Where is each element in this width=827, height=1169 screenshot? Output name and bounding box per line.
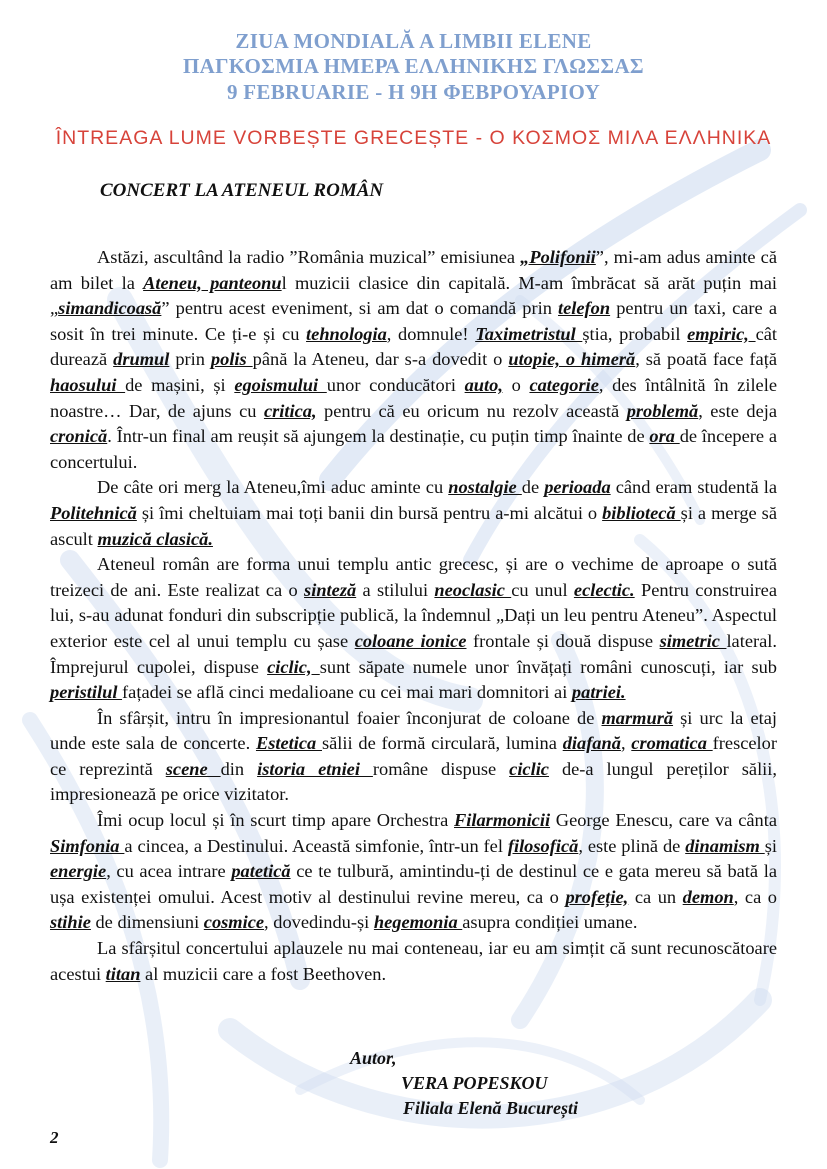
keyword: patriei. — [571, 682, 626, 703]
text-run: asupra condiției umane. — [462, 912, 638, 933]
keyword: polis — [210, 349, 253, 370]
keyword: sinteză — [304, 579, 357, 600]
keyword: muzică clasică. — [97, 528, 213, 549]
keyword: empiric, — [687, 323, 756, 344]
keyword: haosului — [50, 374, 126, 395]
text-run: pentru un taxi, care a sosit în trei minute. Ce ți-e și cu — [50, 298, 777, 344]
header-line-1: ZIUA MONDIALĂ A LIMBII ELENE — [235, 29, 592, 53]
text-run: ”, mi-am adus aminte că am bilet la — [50, 247, 777, 293]
keyword: tehnologia — [306, 323, 387, 344]
keyword: categorie — [529, 374, 599, 395]
text-run: fațadei se află cinci medalioane cu cei mai mari domnitori ai — [122, 682, 572, 703]
keyword: cronică — [50, 426, 108, 447]
text-run: și îmi cheltuiam mai toți banii din bursă pentru a-mi alcătui o — [136, 502, 603, 523]
keyword: titan — [105, 963, 141, 984]
text-run: pentru că eu oricum nu rezolv această — [316, 400, 627, 421]
keyword: problemă — [626, 400, 699, 421]
keyword: scene — [165, 758, 221, 779]
article-title: CONCERT LA ATENEUL ROMÂN — [100, 180, 384, 201]
keyword: diafană — [562, 733, 621, 754]
keyword: critica, — [263, 400, 317, 421]
keyword: demon — [682, 886, 734, 907]
paragraph — [50, 706, 777, 808]
keyword: simandicoasă — [58, 298, 162, 319]
keyword: istoria etniei — [257, 758, 373, 779]
text-run: și a merge să ascult — [50, 502, 777, 549]
text-run: La sfârșitul concertului aplauzele nu mai conteneau, iar eu am simțit că sunt recunoscătoare acestui — [50, 938, 777, 984]
text-run: În sfârșit, intru în impresionantul foaier înconjurat de coloane de — [97, 707, 602, 728]
keyword: marmură — [601, 707, 674, 728]
text-run: , domnule! — [386, 323, 476, 344]
keyword: ciclic, — [267, 656, 320, 677]
text-run: l muzicii clasice din capitală. M-am îmbrăcat să arăt puțin mai „ — [50, 272, 777, 319]
text-run: ca un — [628, 886, 683, 907]
keyword: Filarmonicii — [454, 810, 551, 831]
keyword: profeție, — [565, 886, 629, 907]
text-run: ce te tulbură, amintindu-ți de destinul ce e gata mereu să bată la ușa existenței omului. Acest motiv al destinului revine mereu, ca o — [50, 861, 777, 907]
paragraph — [50, 475, 777, 552]
header-line-3: 9 FEBRUARIE - Η 9Η ΦΕΒΡΟΥΑΡΙΟΥ — [226, 80, 601, 104]
text-run: sunt săpate numele unor învățați români cunoscuți, iar sub — [319, 656, 777, 677]
text-run: știa, probabil — [582, 323, 688, 344]
text-run: , este plină de — [578, 835, 686, 856]
text-run: prin — [169, 349, 211, 370]
keyword: coloane ionice — [354, 630, 467, 651]
keyword: patetică — [231, 861, 291, 882]
paragraph — [50, 808, 777, 936]
keyword: Politehnică — [50, 502, 137, 523]
text-run: Îmi ocup locul și în scurt timp apare Orchestra — [97, 810, 454, 831]
keyword: energie — [50, 861, 107, 882]
text-run: frontale și două dispuse — [466, 630, 660, 651]
keyword: Ateneu, panteonu — [143, 272, 282, 293]
keyword: „Polifonii — [520, 247, 596, 267]
text-run: George Enescu, care va cânta — [550, 810, 777, 831]
text-run: al muzicii care a fost Beethoven. — [140, 963, 387, 984]
text-run: române dispuse — [372, 758, 510, 779]
text-run: sălii de formă circulară, lumina — [321, 733, 563, 754]
text-run: , — [620, 733, 632, 754]
keyword: cromatica — [631, 733, 713, 754]
keyword: egoismului — [234, 374, 327, 395]
subtitle: ÎNTREAGA LUME VORBEȘTE GRECEȘTE - Ο ΚΟΣΜΟΣ ΜΙΛΑ ΕΛΛΗΝΙΚΑ — [55, 127, 772, 149]
text-run: lateral. Împrejurul cupolei, dispuse — [50, 630, 777, 677]
text-run: o — [502, 374, 530, 395]
text-run: , cu acea intrare — [106, 861, 232, 882]
text-run: , să poată face față — [635, 349, 777, 370]
keyword: ora — [649, 426, 680, 447]
keyword: auto, — [464, 374, 503, 395]
keyword: cosmice — [203, 912, 265, 933]
text-run: cât durează — [50, 323, 777, 370]
text-run: , ca o — [733, 886, 777, 907]
keyword: peristilul — [50, 682, 123, 703]
keyword: Simfonia — [50, 835, 125, 856]
keyword: bibliotecă — [602, 502, 681, 523]
keyword: neoclasic — [434, 579, 512, 600]
text-run: și — [764, 835, 777, 856]
paragraph — [50, 552, 777, 706]
text-run: de dimensiuni — [90, 912, 204, 933]
keyword: nostalgie — [448, 477, 522, 498]
text-run: de mașini, și — [125, 374, 235, 395]
keyword: utopie, o himeră — [508, 349, 636, 370]
text-run: unor conducători — [326, 374, 465, 395]
text-run: Pentru construirea lui, s-au adunat fonduri din subscripție publică, la îndemnul „Dați un leu pentru Ateneu”. Aspectul exterior este cel al unui templu cu șase — [50, 579, 778, 651]
keyword: Taximetristul — [475, 323, 583, 344]
text-run: , des întâlnită în zilele noastre… Dar, de ajuns cu — [50, 374, 777, 421]
text-run: Astăzi, ascultând la radio ”România muzical” emisiunea — [97, 247, 521, 267]
keyword: simetric — [659, 630, 727, 651]
text-run: a stilului — [356, 579, 435, 600]
author-name: VERA POPESKOU — [401, 1073, 548, 1093]
keyword: perioada — [544, 477, 611, 498]
paragraph — [50, 936, 777, 987]
keyword: Estetica — [255, 733, 322, 754]
text-run: , dovedindu-și — [264, 912, 374, 933]
header-line-2: ΠΑΓΚΟΣΜΙΑ ΗΜΕΡΑ ΕΛΛΗΝΙΚΗΣ ΓΛΩΣΣΑΣ — [183, 54, 644, 78]
text-run: când eram studentă la — [610, 477, 777, 498]
keyword: eclectic. — [573, 579, 635, 600]
keyword: dinamism — [685, 835, 765, 856]
text-run: frescelor ce reprezintă — [50, 733, 777, 779]
text-run: de începere a concertului. — [50, 426, 777, 472]
signature-label: Autor, — [350, 1048, 397, 1068]
text-run: cu unul — [511, 579, 574, 600]
text-run: Ateneul român are forma unui templu antic grecesc, și are o vechime de aproape o sută treizeci de ani. Este realizat ca o — [50, 554, 777, 600]
author-organization: Filiala Elenă București — [403, 1098, 579, 1118]
keyword: ciclic — [509, 758, 549, 779]
keyword: drumul — [113, 349, 170, 370]
page-number: 2 — [50, 1128, 59, 1147]
text-run: . Într-un final am reușit să ajungem la destinație, cu puțin timp înainte de — [107, 426, 650, 447]
text-run: a cincea, a Destinului. Această simfonie, într-un fel — [124, 835, 508, 856]
text-run: de-a lungul pereților sălii, impresionează pe orice vizitator. — [50, 758, 778, 805]
keyword: stihie — [50, 912, 91, 933]
text-run: De câte ori merg la Ateneu,îmi aduc aminte cu — [97, 477, 449, 498]
text-run: de — [521, 477, 545, 498]
text-run: și urc la etaj unde este sala de concerte. — [50, 707, 777, 754]
text-run: , este deja — [698, 400, 778, 421]
keyword: telefon — [558, 298, 611, 319]
article-body — [50, 245, 777, 987]
keyword: hegemonia — [373, 912, 463, 933]
text-run: din — [220, 758, 258, 779]
keyword: filosofică — [507, 835, 579, 856]
text-run: până la Ateneu, dar s-a dovedit o — [252, 349, 509, 370]
text-run: ” pentru acest eveniment, si am dat o comandă prin — [161, 298, 559, 319]
paragraph — [50, 245, 777, 475]
